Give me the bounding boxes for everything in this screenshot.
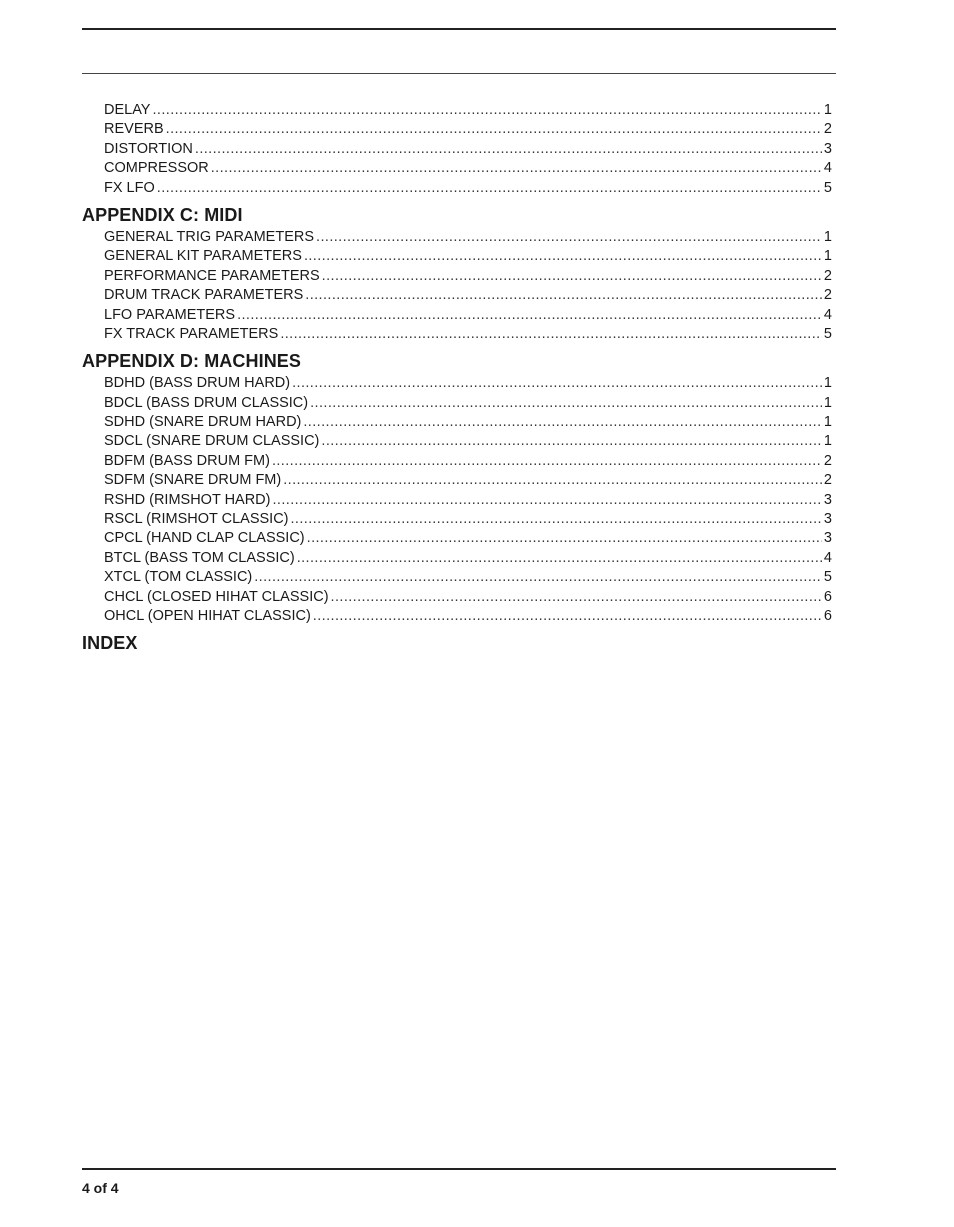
dot-leader — [195, 140, 822, 159]
toc-entry[interactable] — [82, 159, 832, 178]
toc-entry[interactable] — [82, 471, 832, 490]
toc-entry[interactable] — [82, 325, 832, 344]
toc-entry-page: 1 — [823, 433, 832, 450]
toc-entry-page: 5 — [823, 569, 832, 586]
toc-entry-label: DISTORTION — [104, 140, 193, 157]
toc-entry-page: 1 — [823, 375, 832, 392]
toc-entry-page: 6 — [823, 588, 832, 605]
toc-entry[interactable] — [82, 101, 832, 120]
toc-entry-label: DELAY — [104, 102, 151, 118]
table-of-contents — [82, 101, 832, 656]
toc-entry[interactable] — [82, 588, 832, 607]
dot-leader — [322, 267, 822, 286]
toc-entry-label: FX LFO — [104, 179, 155, 196]
toc-entry-label: GENERAL KIT PARAMETERS — [104, 248, 302, 265]
toc-entry[interactable] — [82, 568, 832, 587]
header-rule-top — [82, 28, 836, 30]
dot-leader — [313, 607, 822, 626]
toc-entry-label: LFO PARAMETERS — [104, 306, 236, 323]
toc-entry-label: SDCL (SNARE DRUM CLASSIC) — [104, 433, 320, 450]
dot-leader — [166, 120, 822, 139]
dot-leader — [280, 325, 822, 344]
toc-entry-label: CHCL (CLOSED HIHAT CLASSIC) — [104, 588, 329, 605]
dot-leader — [272, 452, 822, 471]
toc-entry[interactable] — [82, 228, 832, 247]
toc-entry-label: OHCL (OPEN HIHAT CLASSIC) — [104, 607, 311, 624]
toc-entry-page: 4 — [823, 160, 832, 177]
toc-entry-page: 5 — [823, 179, 832, 196]
toc-entry[interactable] — [82, 120, 832, 139]
toc-entry[interactable] — [82, 432, 832, 451]
dot-leader — [316, 228, 822, 247]
toc-entry-page: 6 — [823, 607, 832, 624]
toc-entry[interactable] — [82, 286, 832, 305]
dot-leader — [292, 374, 822, 393]
toc-entry-page: 1 — [823, 228, 832, 245]
toc-entry-label: REVERB — [104, 121, 164, 138]
toc-entry-page: 5 — [823, 325, 832, 342]
toc-entry[interactable] — [82, 267, 832, 286]
dot-leader — [303, 413, 822, 432]
toc-entry-label: BTCL (BASS TOM CLASSIC) — [104, 549, 295, 566]
toc-entry[interactable] — [82, 549, 832, 568]
toc-entry-page: 2 — [823, 287, 832, 304]
toc-entry-page: 4 — [823, 306, 832, 323]
toc-entry[interactable] — [82, 607, 832, 626]
dot-leader — [307, 529, 822, 548]
toc-entry-page: 1 — [823, 248, 832, 265]
toc-entry-label: PERFORMANCE PARAMETERS — [104, 267, 320, 284]
toc-entry-label: RSHD (RIMSHOT HARD) — [104, 491, 271, 508]
dot-leader — [157, 179, 822, 198]
toc-heading-index[interactable]: INDEX — [82, 633, 138, 654]
toc-entry-page: 3 — [823, 491, 832, 508]
toc-entry-label: GENERAL TRIG PARAMETERS — [104, 228, 315, 245]
toc-heading-appendix-d[interactable]: APPENDIX D: MACHINES — [82, 351, 302, 372]
dot-leader — [272, 491, 821, 510]
dot-leader — [211, 159, 822, 178]
toc-entry-page: 2 — [823, 267, 832, 284]
toc-section-index — [82, 630, 832, 656]
page-indicator: 4 of 4 — [82, 1180, 119, 1196]
toc-entry[interactable] — [82, 394, 832, 413]
toc-entry-page: 1 — [823, 394, 832, 411]
toc-section-appendix-d — [82, 348, 832, 626]
toc-entry-page: 3 — [823, 511, 832, 528]
toc-entry-label: BDFM (BASS DRUM FM) — [104, 452, 270, 469]
dot-leader — [283, 471, 822, 490]
dot-leader — [321, 432, 822, 451]
dot-leader — [310, 394, 822, 413]
toc-entry-page: 4 — [823, 549, 832, 566]
toc-entry-page: 2 — [823, 452, 832, 469]
toc-entry-label: BDHD (BASS DRUM HARD) — [104, 375, 291, 392]
toc-entry[interactable] — [82, 374, 832, 393]
toc-entry-page: 1 — [823, 102, 832, 118]
footer-rule — [82, 1168, 836, 1170]
dot-leader — [237, 306, 822, 325]
header-rule-bottom — [82, 73, 836, 74]
dot-leader — [254, 568, 822, 587]
toc-entry-label: CPCL (HAND CLAP CLASSIC) — [104, 530, 305, 547]
toc-entry[interactable] — [82, 306, 832, 325]
toc-entry[interactable] — [82, 413, 832, 432]
toc-entry-page: 2 — [823, 472, 832, 489]
toc-entry-label: FX TRACK PARAMETERS — [104, 325, 279, 342]
toc-entry-label: COMPRESSOR — [104, 160, 209, 177]
toc-entry[interactable] — [82, 529, 832, 548]
toc-entry-label: RSCL (RIMSHOT CLASSIC) — [104, 511, 289, 528]
toc-entry-label: DRUM TRACK PARAMETERS — [104, 287, 304, 304]
toc-entry-label: SDHD (SNARE DRUM HARD) — [104, 414, 302, 431]
toc-entry-page: 3 — [823, 530, 832, 547]
toc-entry[interactable] — [82, 452, 832, 471]
dot-leader — [152, 101, 821, 120]
dot-leader — [291, 510, 822, 529]
toc-entry[interactable] — [82, 491, 832, 510]
toc-entry[interactable] — [82, 140, 832, 159]
toc-entry-page: 1 — [823, 414, 832, 431]
dot-leader — [331, 588, 822, 607]
toc-entry[interactable] — [82, 510, 832, 529]
toc-entry[interactable] — [82, 247, 832, 266]
toc-entry-label: XTCL (TOM CLASSIC) — [104, 569, 253, 586]
toc-entry[interactable] — [82, 179, 832, 198]
toc-entry-page: 3 — [823, 140, 832, 157]
toc-section-appendix-c — [82, 202, 832, 344]
dot-leader — [305, 286, 822, 305]
toc-entry-label: BDCL (BASS DRUM CLASSIC) — [104, 394, 309, 411]
toc-section-fx — [82, 101, 832, 198]
toc-heading-appendix-c[interactable]: APPENDIX C: MIDI — [82, 204, 243, 225]
toc-entry-page: 2 — [823, 121, 832, 138]
toc-entry-label: SDFM (SNARE DRUM FM) — [104, 472, 282, 489]
dot-leader — [297, 549, 822, 568]
dot-leader — [304, 247, 822, 266]
